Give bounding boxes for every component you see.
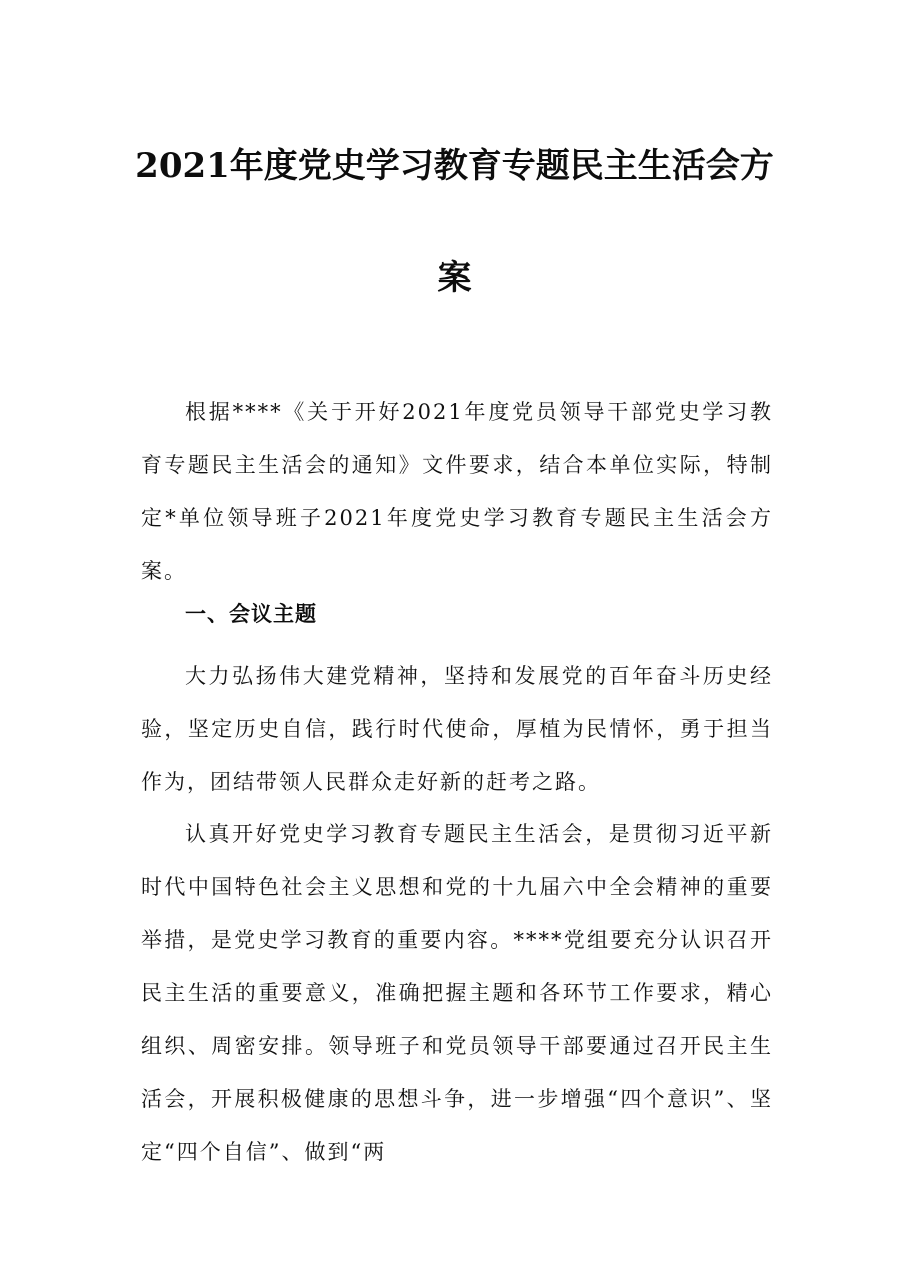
document-title-line-2: 案 xyxy=(437,258,472,298)
theme-paragraph: 大力弘扬伟大建党精神，坚持和发展党的百年奋斗历史经验，坚定历史自信，践行时代使命，厚植为民情怀，勇于担当作为，团结带领人民群众走好新的赶考之路。 xyxy=(141,664,773,794)
theme-block xyxy=(141,650,773,809)
section-heading-meeting-theme: 一、会议主题 xyxy=(185,602,317,626)
intro-paragraph: 根据****《关于开好2021年度党员领导干部党史学习教育专题民主生活会的通知》文件要求，结合本单位实际，特制定*单位领导班子2021年度党史学习教育专题民主生活会方案。 xyxy=(141,400,773,583)
significance-paragraph: 认真开好党史学习教育专题民主生活会，是贯彻习近平新时代中国特色社会主义思想和党的十九届六中全会精神的重要举措，是党史学习教育的重要内容。****党组要充分认识召开民主生活的重要意义，准确把握主题和各环节工作要求，精心组织、周密安排。领导班子和党员领导干部要通过召开民主生活会，开展积极健康的思想斗争，进一步增强“四个意识”、坚定“四个自信”、做到“两 xyxy=(141,822,773,1164)
intro-block xyxy=(141,386,773,598)
significance-block xyxy=(141,808,773,1179)
document-title-line-1: 2021年度党史学习教育专题民主生活会方 xyxy=(135,146,774,186)
